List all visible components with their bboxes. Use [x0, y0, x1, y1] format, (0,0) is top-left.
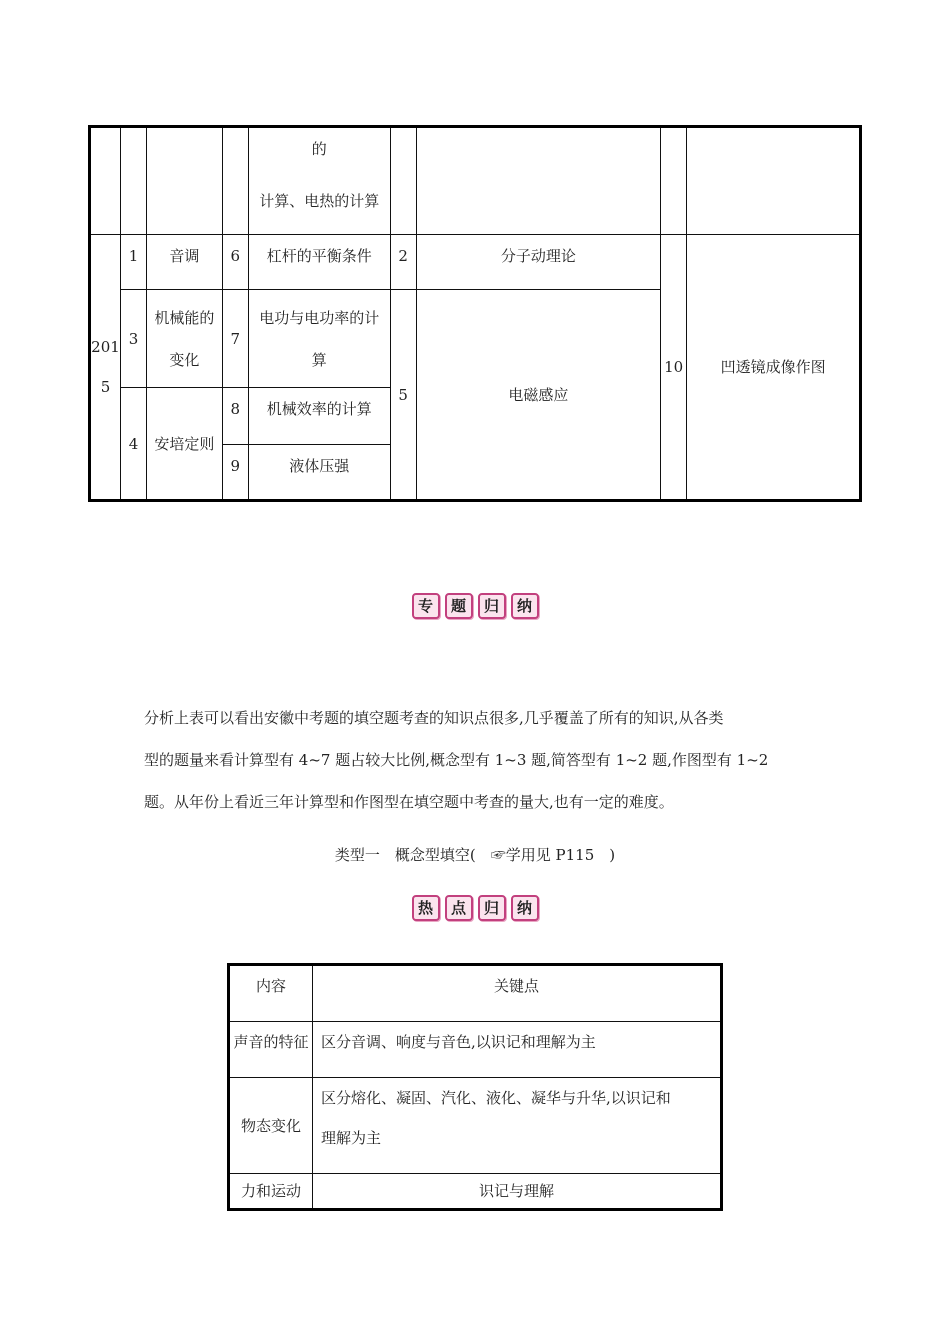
- short-no: 5: [390, 290, 416, 501]
- exam-topic-table: [88, 125, 862, 502]
- type-heading: 类型一 概念型填空( ☞学用见 P115 ): [334, 846, 616, 864]
- calc-topic: 机械效率的计算: [248, 388, 390, 445]
- badge-char: 归: [478, 593, 506, 619]
- key-points-table: [227, 963, 723, 1211]
- section-badge-topic-summary: [0, 593, 950, 619]
- concept-no: 4: [120, 388, 146, 501]
- draw-topic: 凹透镜成像作图: [687, 235, 861, 501]
- badge-char: 热: [412, 895, 440, 921]
- concept-topic: 音调: [146, 235, 222, 290]
- column-header: 内容: [229, 965, 313, 1022]
- concept-no: 1: [120, 235, 146, 290]
- analysis-paragraph: 分析上表可以看出安徽中考题的填空题考查的知识点很多,几乎覆盖了所有的知识,从各类 型的题量来看计算型有 4~7 题占较大比例,概念型有 1~3 题,简答型有 1~2 题,作图型有 1~2 题。从年份上看近三年计算型和作图型在填空题中考查的量大,也有一定的难度。: [144, 709, 769, 811]
- short-topic: 分子动理论: [416, 235, 661, 290]
- badge-char: 题: [445, 593, 473, 619]
- concept-topic: 安培定则: [146, 388, 222, 501]
- content-cell: 物态变化: [229, 1078, 313, 1174]
- key-cell: 识记与理解: [313, 1174, 722, 1210]
- badge-char: 纳: [511, 895, 539, 921]
- concept-topic: 机械能的 变化: [146, 290, 222, 388]
- table-row: [229, 1022, 722, 1078]
- draw-no: 10: [661, 235, 687, 501]
- content-cell: 力和运动: [229, 1174, 313, 1210]
- table-header-row: [229, 965, 722, 1022]
- calc-no: 9: [222, 445, 248, 501]
- calc-no: 8: [222, 388, 248, 445]
- badge-char: 点: [445, 895, 473, 921]
- calc-no: 6: [222, 235, 248, 290]
- badge-char: 纳: [511, 593, 539, 619]
- key-cell: 区分熔化、凝固、汽化、液化、凝华与升华,以识记和 理解为主: [313, 1078, 722, 1174]
- column-header: 关键点: [313, 965, 722, 1022]
- concept-no: 3: [120, 290, 146, 388]
- badge-char: 归: [478, 895, 506, 921]
- badge-char: 专: [412, 593, 440, 619]
- calc-topic-continued: 的 计算、电热的计算: [248, 127, 390, 235]
- table-row: [229, 1078, 722, 1174]
- calc-topic: 电功与电功率的计 算: [248, 290, 390, 388]
- year-cell: 201 5: [90, 235, 121, 501]
- calc-topic: 杠杆的平衡条件: [248, 235, 390, 290]
- calc-no: 7: [222, 290, 248, 388]
- table-row: [90, 235, 861, 290]
- short-no: 2: [390, 235, 416, 290]
- key-cell: 区分音调、响度与音色,以识记和理解为主: [313, 1022, 722, 1078]
- table-row: [229, 1174, 722, 1210]
- calc-topic: 液体压强: [248, 445, 390, 501]
- short-topic: 电磁感应: [416, 290, 661, 501]
- content-cell: 声音的特征: [229, 1022, 313, 1078]
- section-badge-hotspot-summary: [0, 895, 950, 921]
- table-row-continued: [90, 127, 861, 235]
